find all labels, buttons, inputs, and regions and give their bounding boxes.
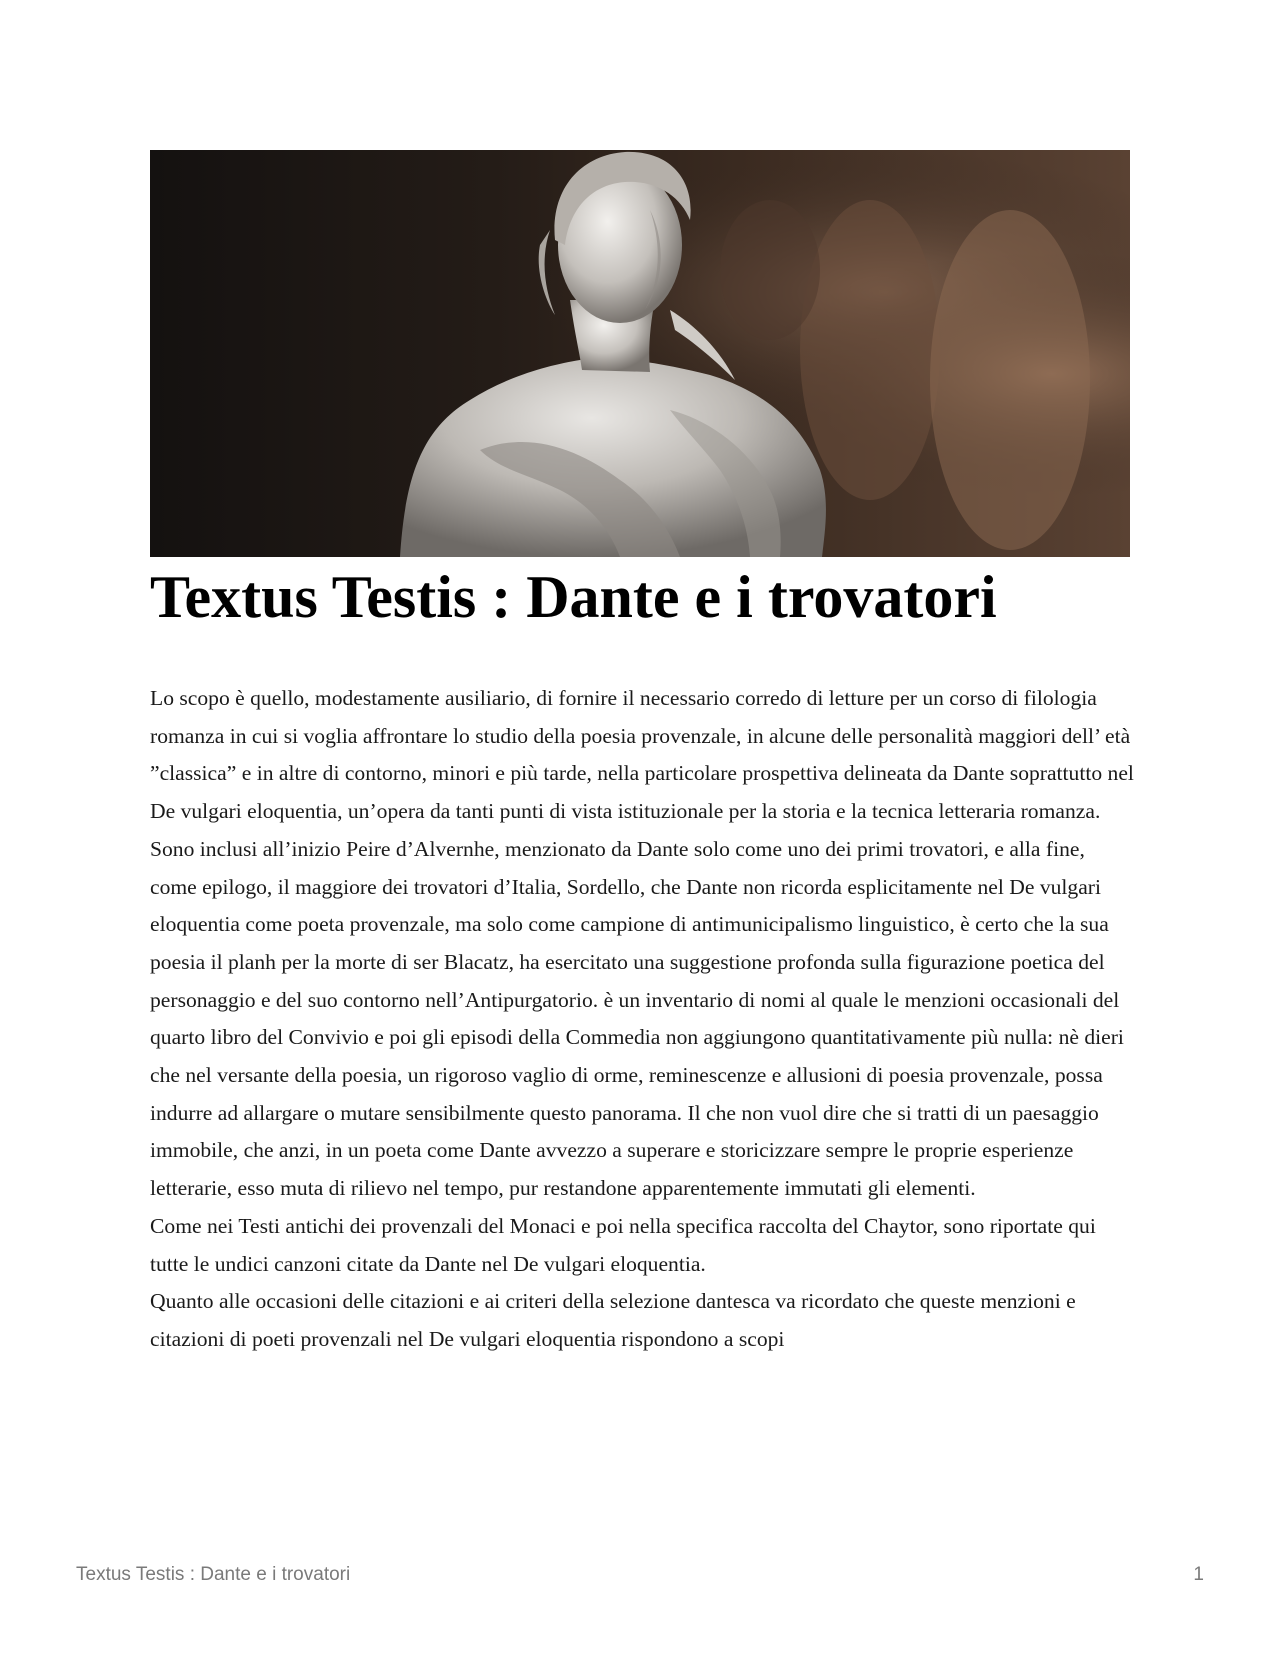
marble-bust-illustration — [150, 150, 1130, 557]
paragraph: Lo scopo è quello, modestamente ausiliario, di fornire il necessario corredo di letture per un corso di filologia romanza in cui si voglia affrontare lo studio della poesia provenzale, in alcune delle personalità maggiori dell’ età ”classica” e in altre di contorno, minori e più tarde, nella particolare prospettiva delineata da Dante soprattutto nel De vulgari eloquentia, un’opera da tanti punti di vista istituzionale per la storia e la tecnica letteraria romanza. — [150, 686, 1134, 824]
paragraph: Sono inclusi all’inizio Peire d’Alvernhe, menzionato da Dante solo come uno dei primi trovatori, e alla fine, come epilogo, il maggiore dei trovatori d’Italia, Sordello, che Dante non ricorda esplicitamente nel De vulgari eloquentia come poeta provenzale, ma solo come campione di antimunicipalismo linguistico, è certo che la sua poesia il planh per la morte di ser Blacatz, ha esercitato una suggestione profonda sulla figurazione poetica del personaggio e del suo contorno nell’Antipurgatorio. è un inventario di nomi al quale le menzioni occasionali del quarto libro del Convivio e poi gli episodi della Commedia non aggiungono quantitativamente più nulla: nè dieri che nel versante della poesia, un rigoroso vaglio di orme, reminescenze e allusioni di poesia provenzale, possa indurre ad allargare o mutare sensibilmente questo panorama. Il che non vuol dire che si tratti di un paesaggio immobile, che anzi, in un poeta come Dante avvezzo a superare e storicizzare sempre le proprie esperienze letterarie, esso muta di rilievo nel tempo, pur restandone apparentemente immutati gli elementi. — [150, 836, 1124, 1201]
paragraph: Come nei Testi antichi dei provenzali del Monaci e poi nella specifica raccolta del Chaytor, sono riportate qui tutte le undici canzoni citate da Dante nel De vulgari eloquentia. — [150, 1213, 1096, 1276]
hero-image — [150, 150, 1130, 557]
paragraph: Quanto alle occasioni delle citazioni e ai criteri della selezione dantesca va ricordato che queste menzioni e citazioni di poeti provenzali nel De vulgari eloquentia rispondono a scopi — [150, 1289, 1076, 1351]
body-text — [150, 680, 1134, 1359]
page-title: Textus Testis : Dante e i trovatori — [150, 564, 997, 630]
footer-title: Textus Testis : Dante e i trovatori — [76, 1564, 351, 1585]
page-number: 1 — [1193, 1564, 1204, 1585]
